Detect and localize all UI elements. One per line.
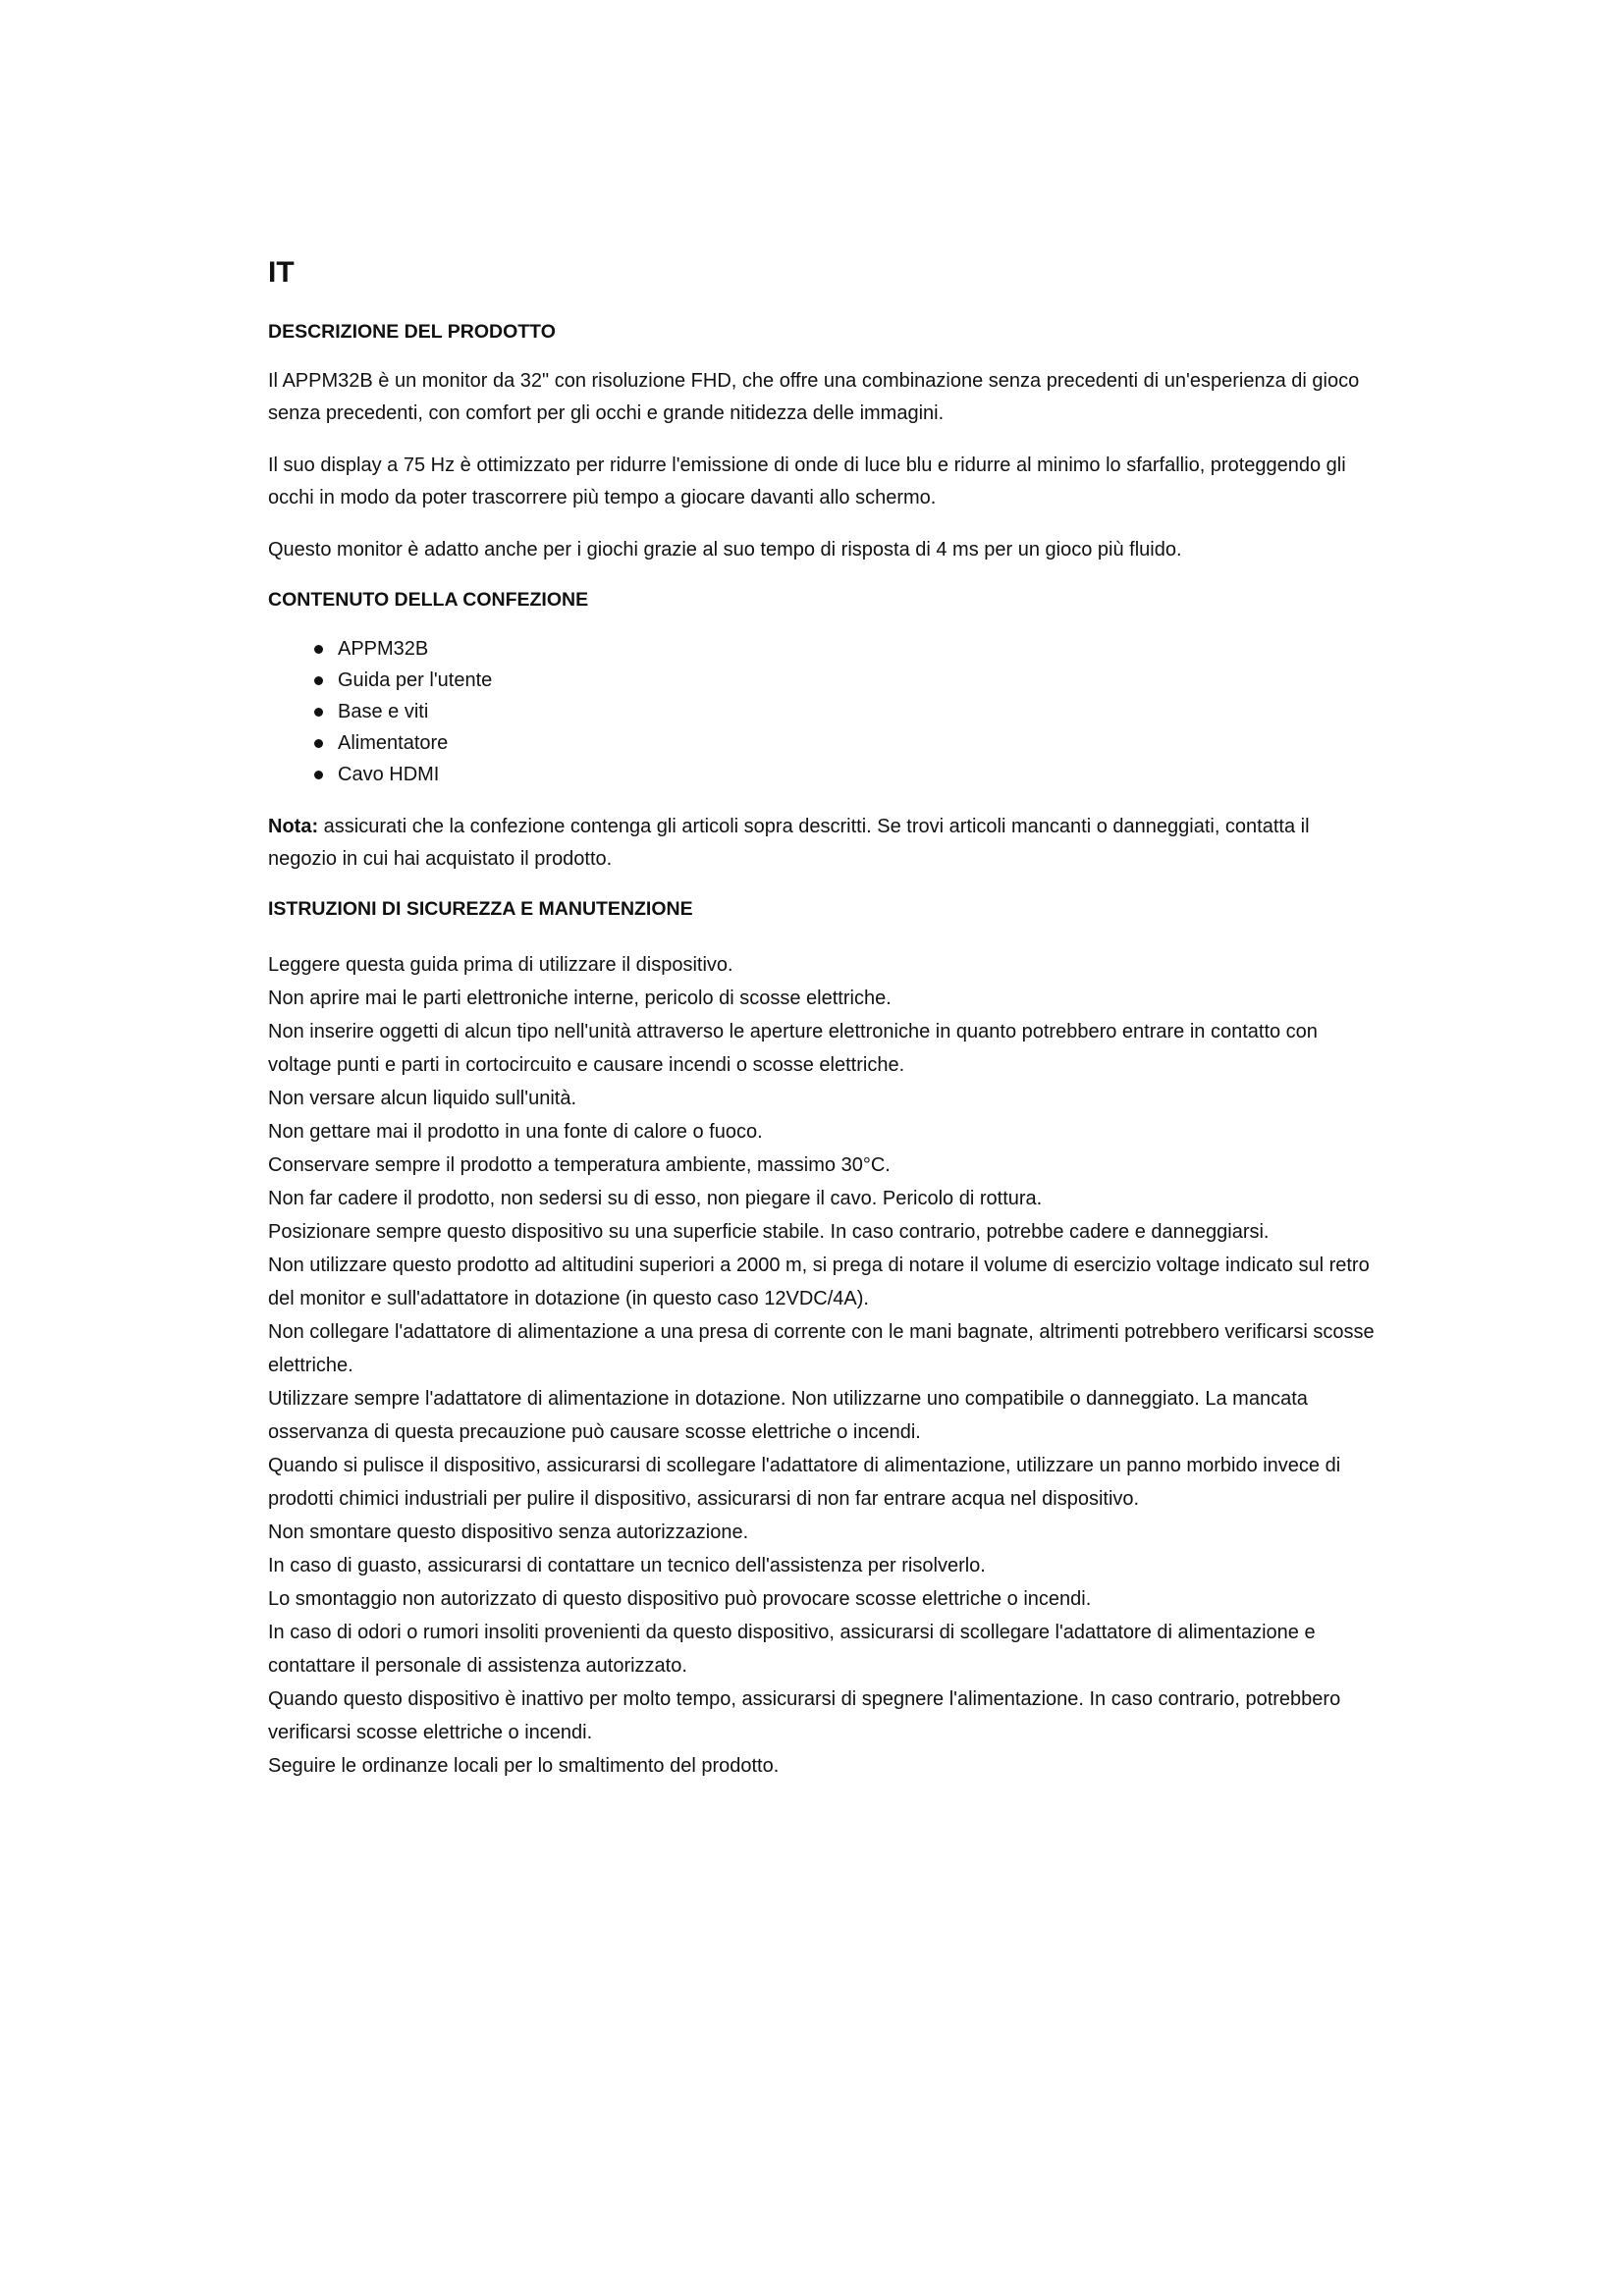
list-item [314,633,1378,665]
safety-instruction: Quando questo dispositivo è inattivo per molto tempo, assicurarsi di spegnere l'alimentazione. In caso contrario, potrebbero verificarsi scosse elettriche o incendi. [268,1688,1341,1743]
package-contents-heading: CONTENUTO DELLA CONFEZIONE [268,589,589,611]
list-item-label: APPM32B [338,638,429,660]
description-paragraph: Questo monitor è adatto anche per i giochi grazie al suo tempo di risposta di 4 ms per un gioco più fluido. [268,539,1182,561]
description-paragraph: Il suo display a 75 Hz è ottimizzato per ridurre l'emissione di onde di luce blu e ridurre al minimo lo sfarfallio, proteggendo gli occhi in modo da poter trascorrere più tempo a giocare davanti allo schermo. [268,454,1346,508]
note-label: Nota: [268,816,319,837]
safety-instruction: Conservare sempre il prodotto a temperatura ambiente, massimo 30°C. [268,1154,891,1176]
package-contents-list [268,633,1378,790]
list-item-label: Guida per l'utente [338,669,493,691]
note-text: assicurati che la confezione contenga gli articoli sopra descritti. Se trovi articoli mancanti o danneggiati, contatta il negozio in cui hai acquistato il prodotto. [268,816,1310,870]
safety-instruction: Seguire le ordinanze locali per lo smaltimento del prodotto. [268,1755,780,1777]
list-item [314,759,1378,790]
safety-instructions [268,948,1378,1783]
safety-instruction: Non aprire mai le parti elettroniche interne, pericolo di scosse elettriche. [268,988,892,1009]
safety-instruction: Non smontare questo dispositivo senza autorizzazione. [268,1522,749,1543]
description-paragraph: Il APPM32B è un monitor da 32" con risoluzione FHD, che offre una combinazione senza precedenti di un'esperienza di gioco senza precedenti, con comfort per gli occhi e grande nitidezza delle immagini. [268,370,1360,424]
bullet-icon [314,708,323,717]
list-item [314,665,1378,696]
list-item [314,727,1378,759]
safety-instruction: Quando si pulisce il dispositivo, assicurarsi di scollegare l'adattatore di alimentazione, utilizzare un panno morbido invece di prodotti chimici industriali per pulire il dispositivo, assicurarsi di non far entrare acqua nel dispositivo. [268,1455,1341,1510]
safety-instruction: Non inserire oggetti di alcun tipo nell'unità attraverso le aperture elettroniche in quanto potrebbero entrare in contatto con voltage punti e parti in cortocircuito e causare incendi o scosse elettriche. [268,1021,1318,1076]
list-item-label: Cavo HDMI [338,764,440,785]
safety-instruction: In caso di odori o rumori insoliti provenienti da questo dispositivo, assicurarsi di scollegare l'adattatore di alimentazione e contattare il personale di assistenza autorizzato. [268,1622,1316,1677]
bullet-icon [314,645,323,654]
package-note [268,811,1378,876]
product-description-heading: DESCRIZIONE DEL PRODOTTO [268,321,556,343]
safety-instruction: Non far cadere il prodotto, non sedersi su di esso, non piegare il cavo. Pericolo di rottura. [268,1188,1043,1209]
safety-instruction: In caso di guasto, assicurarsi di contattare un tecnico dell'assistenza per risolverlo. [268,1555,986,1576]
list-item [314,696,1378,727]
bullet-icon [314,739,323,748]
safety-instruction: Leggere questa guida prima di utilizzare il dispositivo. [268,954,733,976]
safety-heading: ISTRUZIONI DI SICUREZZA E MANUTENZIONE [268,898,693,920]
safety-instruction: Non collegare l'adattatore di alimentazione a una presa di corrente con le mani bagnate, altrimenti potrebbero verificarsi scosse elettriche. [268,1321,1375,1376]
language-code: IT [268,256,295,289]
safety-instruction: Lo smontaggio non autorizzato di questo dispositivo può provocare scosse elettriche o incendi. [268,1588,1092,1610]
safety-instruction: Non versare alcun liquido sull'unità. [268,1088,576,1109]
list-item-label: Base e viti [338,701,429,722]
list-item-label: Alimentatore [338,732,449,754]
bullet-icon [314,676,323,685]
safety-instruction: Posizionare sempre questo dispositivo su una superficie stabile. In caso contrario, potrebbe cadere e danneggiarsi. [268,1221,1270,1243]
document-page [268,253,1378,1783]
safety-instruction: Non gettare mai il prodotto in una fonte di calore o fuoco. [268,1121,763,1143]
safety-instruction: Utilizzare sempre l'adattatore di alimentazione in dotazione. Non utilizzarne uno compatibile o danneggiato. La mancata osservanza di questa precauzione può causare scosse elettriche o incendi. [268,1388,1308,1443]
safety-instruction: Non utilizzare questo prodotto ad altitudini superiori a 2000 m, si prega di notare il volume di esercizio voltage indicato sul retro del monitor e sull'adattatore in dotazione (in questo caso 12VDC/4A). [268,1255,1370,1309]
bullet-icon [314,771,323,779]
